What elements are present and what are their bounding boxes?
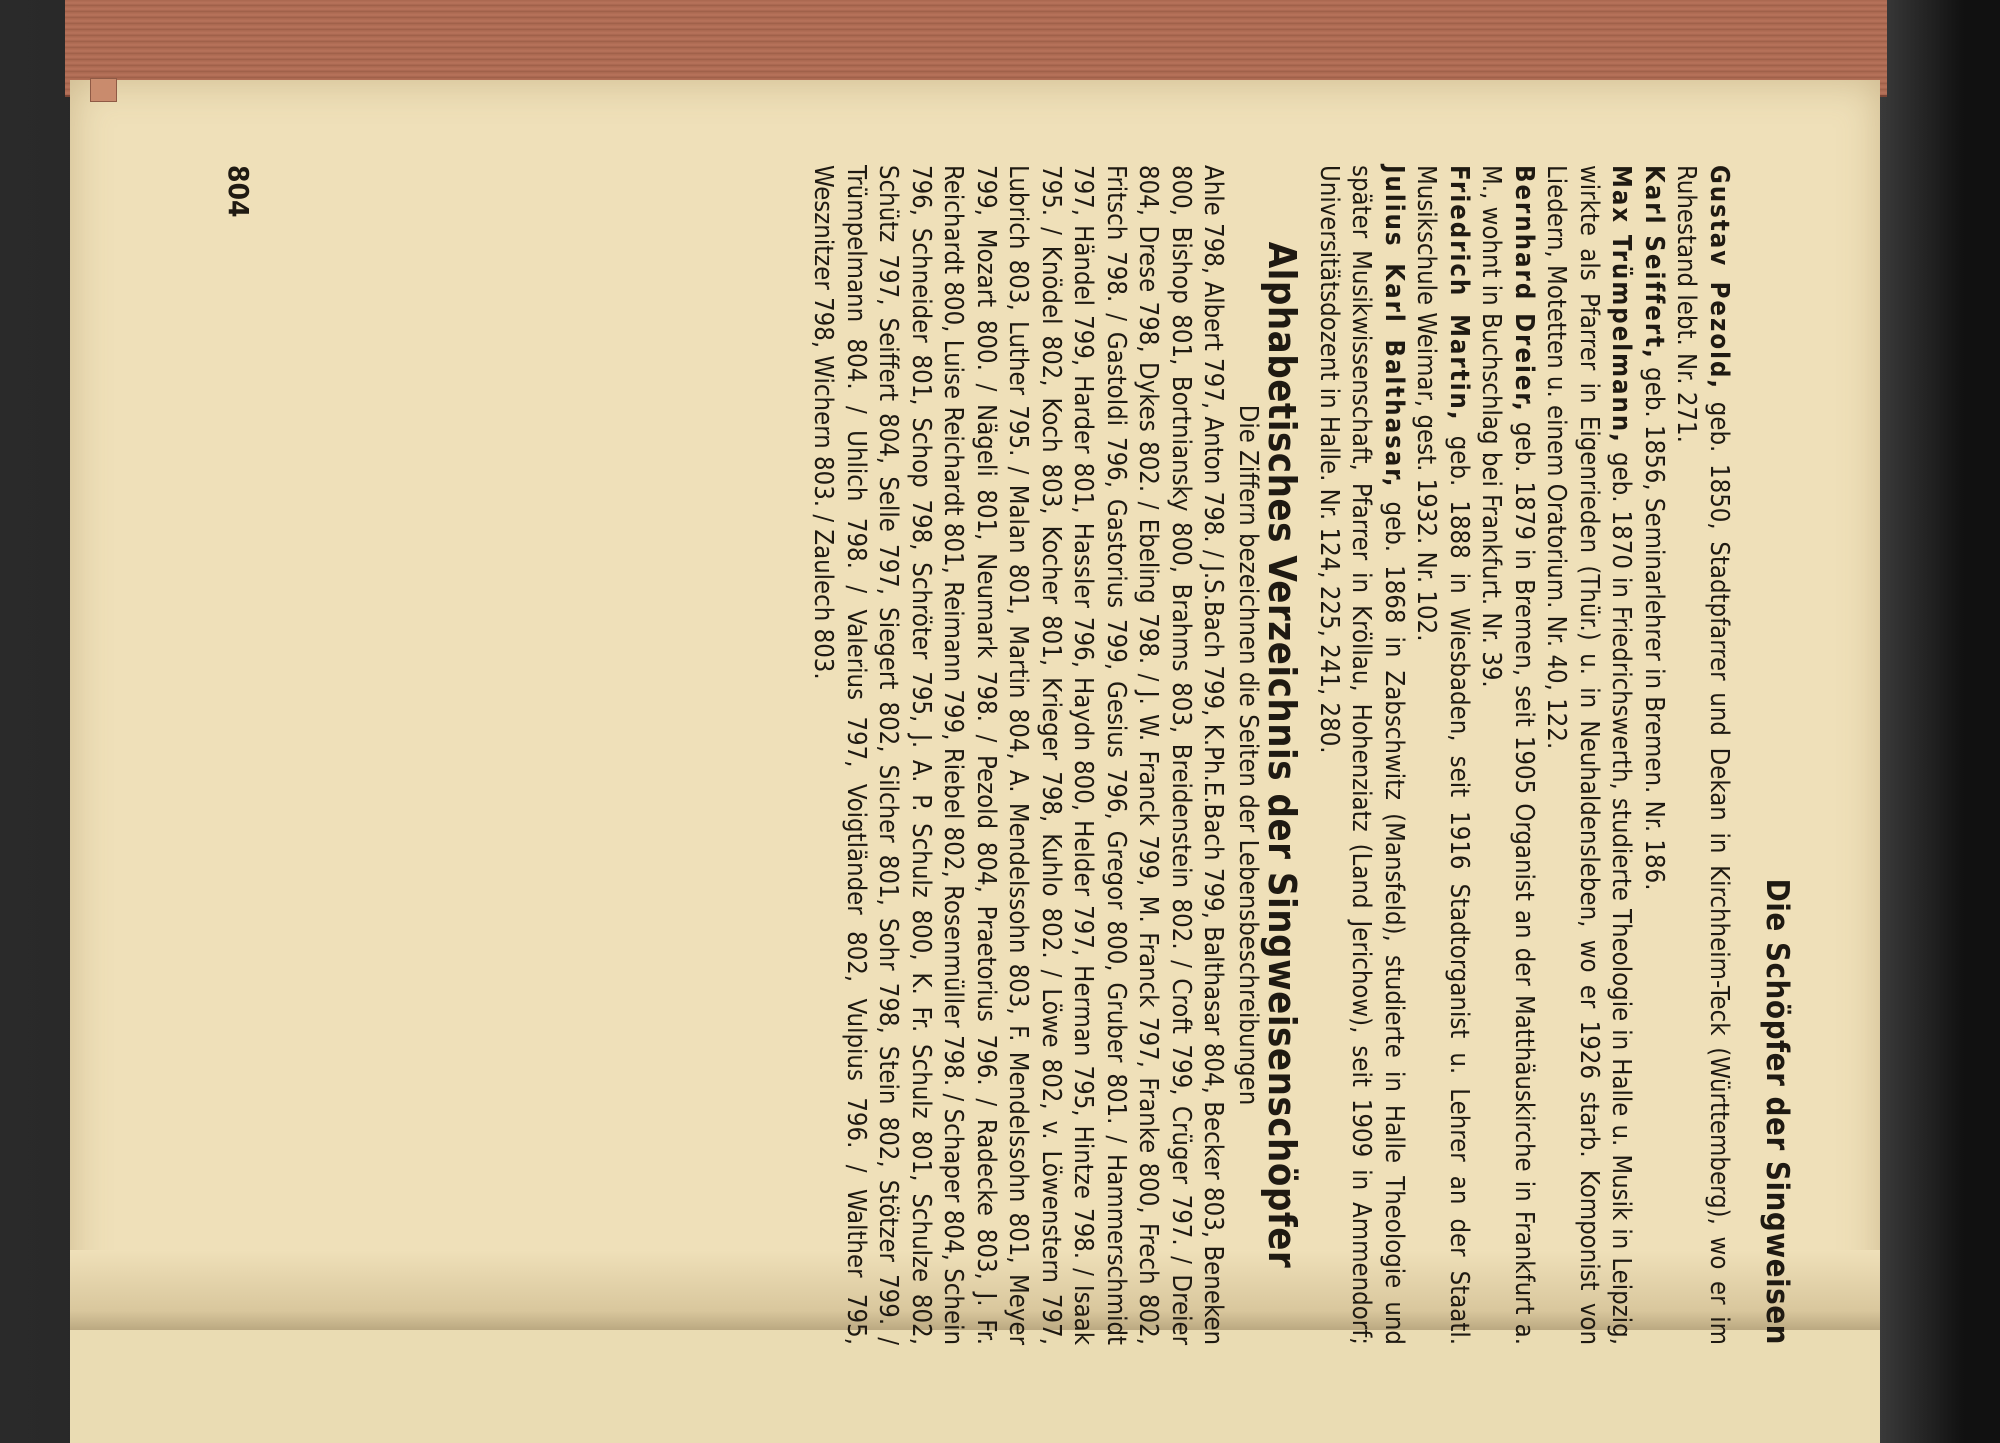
biography-text: geb. 1870 in Friedrichswerth, studierte Theologie in Halle u. Musik in Leipzig, wirkte als Pfarrer in Eigenrieden (Thür.) u. in Neuhaldensleben, wo er 1926 starb. Komponist von Liedern, Motetten u. einem Oratorium. Nr. 40, 122. bbox=[1541, 165, 1637, 1345]
biography-entry bbox=[1540, 165, 1638, 1345]
biography-text: geb. 1850, Stadtpfarrer und Dekan in Kirchheim-Teck (Württemberg), wo er im Ruhestand lebt. Nr. 271. bbox=[1671, 165, 1734, 1345]
biography-text: geb. 1868 in Zabschwitz (Mansfeld), studierte in Halle Theologie und später Musikwissenschaft, Pfarrer in Kröllau, Hohenziatz (Land Jerichow), seit 1909 in Ammendorf; Universitätsdozent in Halle. Nr. 124, 225, 241, 280. bbox=[1314, 165, 1409, 1345]
composer-name: Friedrich Martin, bbox=[1444, 165, 1474, 422]
biography-entry bbox=[1410, 165, 1475, 1345]
composer-name: Gustav Pezold, bbox=[1704, 165, 1734, 391]
biography-entry bbox=[1475, 165, 1540, 1345]
page-body bbox=[807, 165, 1735, 1345]
biography-entry bbox=[1313, 165, 1411, 1345]
biography-entry bbox=[1638, 165, 1671, 1345]
biography-text: geb. 1856, Seminarlehrer in Bremen. Nr. 186. bbox=[1639, 367, 1669, 891]
index-subtitle: Die Ziffern bezeichnen die Seiten der Lebensbeschreibungen bbox=[1233, 404, 1263, 1106]
page-number: 804 bbox=[222, 165, 255, 218]
book-spine bbox=[1880, 0, 2000, 1443]
biography-text: geb. 1879 in Bremen, seit 1905 Organist an der Matthäuskirche in Frankfurt a. M., wohnt in Buchschlag bei Frankfurt. Nr. 39. bbox=[1476, 165, 1539, 1346]
page-text-block bbox=[75, 165, 1795, 1345]
index-list: Ahle 798, Albert 797, Anton 798. / J.S.Bach 799, K.Ph.E.Bach 799, Balthasar 804, Becker 803, Beneken 800, Bishop 801, Bortniansky 800, Brahms 803, Breidenstein 802. / Croft 799, Crüger 797. / Dreier 804, Drese 798, Dykes 802. / Ebeling 798. / J. W. Franck 799, M. Franck 797, Franke 800, Frech 802, Fritsch 798. / Gastoldi 796, Gastorius 799, Gesius 796, Gregor 800, Gruber 801. / Hammerschmidt 797, Händel 799, Harder 801, Hassler 796, Haydn 800, Helder 797, Herman 795, Hintze 798. / Isaak 795. / Knödel 802, Koch 803, Kocher 801, Krieger 798, Kuhlo 802. / Löwe 802, v. Löwenstern 797, Lubrich 803, Luther 795. / Malan 801, Martin 804, A. Mendelssohn 803, F. Mendelssohn 801, Meyer 799, Mozart 800. / Nägeli 801, Neumark 798. / Pezold 804, Praetorius 796. / Radecke 803, J. Fr. Reichardt 800, Luise Reichardt 801, Reimann 799, Riebel 802, Rosenmüller 798. / Schaper 804, Schein 796, Schneider 801, Schop 798, Schröter 795, J. A. P. Schulz 800, K. Fr. Schulz 801, Schulze 802, Schütz 797, Seiffert 804, Selle 797, Siegert 802, Silcher 801, Sohr 798, Stein 802, Stötzer 799. / Trümpelmann 804. / Uhlich 798. / Valerius 797, Voigtländer 802, Vulpius 796. / Walther 795, Wesznitzer 798, Wichern 803. / Zaulech 803. bbox=[808, 165, 1229, 1345]
facing-page bbox=[70, 1330, 1880, 1443]
page-marker bbox=[90, 78, 117, 102]
running-head: Die Schöpfer der Singweisen bbox=[1759, 878, 1795, 1345]
composer-name: Max Trümpelmann, bbox=[1606, 165, 1637, 444]
composer-name: Bernhard Dreier, bbox=[1509, 165, 1539, 413]
biography-text: geb. 1888 in Wiesbaden, seit 1916 Stadtorganist u. Lehrer an der Staatl. Musikschule Weimar, gest. 1932. Nr. 102. bbox=[1411, 165, 1474, 1345]
composer-name: Karl Seiffert, bbox=[1639, 165, 1669, 360]
biography-entry bbox=[1670, 165, 1735, 1345]
index-title: Alphabetisches Verzeichnis der Singweisenschöpfer bbox=[1260, 241, 1305, 1269]
composer-name: Julius Karl Balthasar, bbox=[1379, 165, 1409, 489]
